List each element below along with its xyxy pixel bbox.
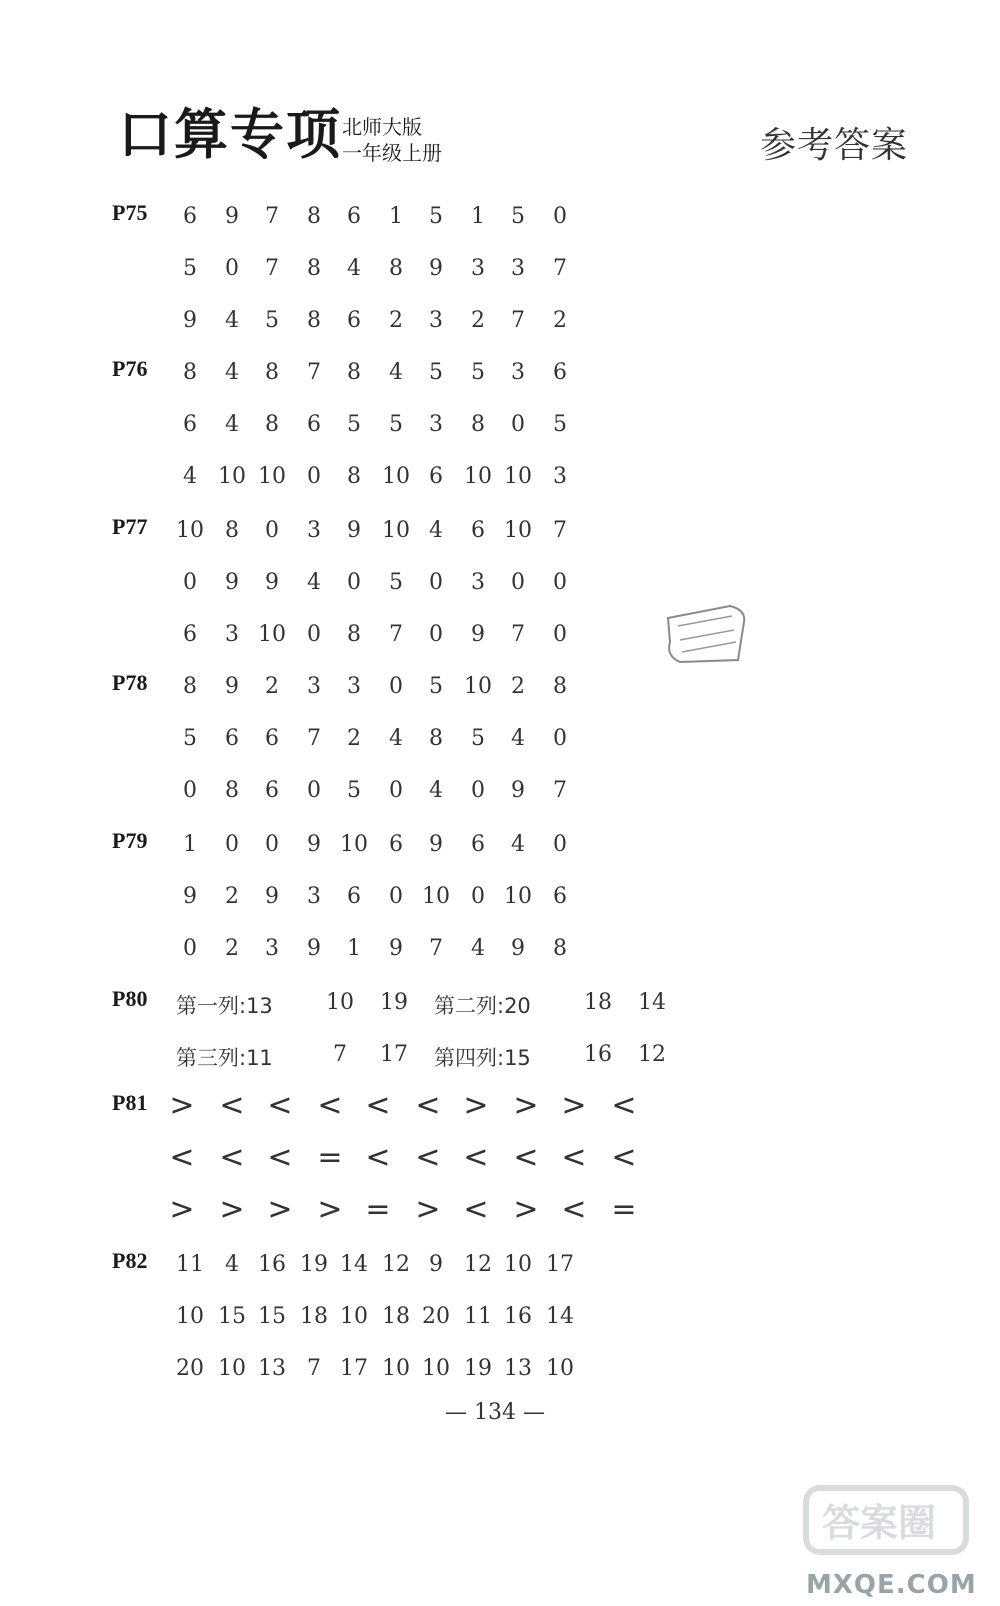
answer-value: 8	[183, 360, 197, 385]
answer-value: 5	[471, 360, 485, 385]
answer-value: 14	[340, 1252, 368, 1277]
svg-text:答案圈: 答案圈	[822, 1501, 937, 1545]
answer-value: 7	[307, 1356, 321, 1381]
answer-value: 12	[638, 1042, 666, 1067]
answer-value: 3	[429, 412, 443, 437]
answer-value: 10	[504, 518, 532, 543]
answer-value: 7	[265, 204, 279, 229]
answer-value: 8	[471, 412, 485, 437]
answer-value: 14	[638, 990, 666, 1015]
answer-value: 9	[307, 832, 321, 857]
answer-value: 4	[225, 360, 239, 385]
answer-value: 0	[471, 884, 485, 909]
answer-value: 3	[307, 518, 321, 543]
answer-value: 20	[422, 1304, 450, 1329]
answer-value: 9	[265, 570, 279, 595]
answer-value: 4	[511, 832, 525, 857]
answer-value: 7	[307, 360, 321, 385]
answer-value: 10	[504, 1252, 532, 1277]
answer-value: 6	[265, 778, 279, 803]
answer-value: <	[267, 1140, 293, 1175]
answer-value: 0	[307, 622, 321, 647]
answer-value: 8	[389, 256, 403, 281]
answer-value: 7	[553, 256, 567, 281]
page-label: P75	[112, 200, 148, 225]
answer-value: 10	[218, 464, 246, 489]
answer-value: 0	[429, 622, 443, 647]
answer-value: 10	[326, 990, 354, 1015]
answer-value: 9	[471, 622, 485, 647]
answer-value: 5	[553, 412, 567, 437]
stamp-icon	[660, 600, 752, 666]
answer-value: 18	[382, 1304, 410, 1329]
answer-value: 10	[340, 1304, 368, 1329]
answer-value: <	[561, 1192, 587, 1227]
answer-value: 第二列:20	[434, 994, 531, 1018]
answer-value: 17	[380, 1042, 408, 1067]
page-label: P80	[112, 986, 148, 1011]
answer-value: 5	[389, 570, 403, 595]
answer-value: >	[561, 1088, 587, 1123]
answer-value: 0	[265, 518, 279, 543]
answer-value: <	[611, 1088, 637, 1123]
book-title: 口算专项	[118, 103, 342, 166]
answer-value: 3	[511, 360, 525, 385]
answer-value: 19	[300, 1252, 328, 1277]
answer-value: <	[463, 1192, 489, 1227]
answer-value: 4	[225, 412, 239, 437]
answer-value: 10	[176, 518, 204, 543]
answer-value: 0	[183, 936, 197, 961]
answer-value: 1	[347, 936, 361, 961]
answer-key-title: 参考答案	[760, 125, 909, 166]
answer-value: 1	[471, 204, 485, 229]
page-number: — 134 —	[445, 1400, 545, 1425]
answer-value: 6	[471, 832, 485, 857]
answer-row	[0, 308, 1000, 348]
answer-value: <	[513, 1140, 539, 1175]
answer-value: 7	[511, 308, 525, 333]
answer-value: 2	[471, 308, 485, 333]
answer-row	[0, 256, 1000, 296]
answer-value: 0	[347, 570, 361, 595]
page-label: P76	[112, 356, 148, 381]
answer-value: 16	[584, 1042, 612, 1067]
page-label: P78	[112, 670, 148, 695]
answer-value: 5	[429, 674, 443, 699]
answer-value: 9	[225, 570, 239, 595]
answer-value: 7	[429, 936, 443, 961]
answer-value: 9	[307, 936, 321, 961]
answer-value: 0	[183, 778, 197, 803]
answer-value: 3	[347, 674, 361, 699]
answer-value: 7	[553, 778, 567, 803]
answer-value: 12	[382, 1252, 410, 1277]
answer-value: 3	[553, 464, 567, 489]
answer-value: 3	[511, 256, 525, 281]
answer-value: 2	[511, 674, 525, 699]
answer-value: <	[267, 1088, 293, 1123]
answer-value: 2	[347, 726, 361, 751]
answer-row	[0, 726, 1000, 766]
answer-row	[0, 1304, 1000, 1344]
answer-value: 4	[429, 778, 443, 803]
answer-value: 3	[265, 936, 279, 961]
answer-value: 13	[504, 1356, 532, 1381]
page-label: P82	[112, 1248, 148, 1273]
answer-value: 6	[471, 518, 485, 543]
answer-value: 5	[471, 726, 485, 751]
answer-value: 8	[347, 464, 361, 489]
answer-value: 15	[218, 1304, 246, 1329]
answer-value: 10	[218, 1356, 246, 1381]
answer-value: =	[611, 1192, 637, 1227]
answer-value: 15	[258, 1304, 286, 1329]
answer-value: 2	[225, 884, 239, 909]
answer-value: 2	[225, 936, 239, 961]
answer-row	[0, 1252, 1000, 1292]
edition-grade: 一年级上册	[342, 141, 442, 165]
answer-value: 8	[265, 360, 279, 385]
answer-row	[0, 1088, 1000, 1134]
answer-value: =	[317, 1140, 343, 1175]
answer-value: 9	[511, 778, 525, 803]
answer-value: 10	[382, 1356, 410, 1381]
answer-value: 18	[300, 1304, 328, 1329]
answer-value: 4	[471, 936, 485, 961]
answer-value: 4	[429, 518, 443, 543]
answer-row	[0, 622, 1000, 662]
answer-value: 8	[307, 256, 321, 281]
answer-value: 8	[347, 360, 361, 385]
answer-value: 第三列:11	[176, 1046, 273, 1070]
answer-value: 4	[347, 256, 361, 281]
answer-value: 7	[511, 622, 525, 647]
answer-value: 0	[265, 832, 279, 857]
answer-row	[0, 204, 1000, 244]
answer-value: 8	[183, 674, 197, 699]
answer-value: 8	[225, 518, 239, 543]
answer-row	[0, 464, 1000, 504]
answer-value: <	[415, 1088, 441, 1123]
answer-value: 第四列:15	[434, 1046, 531, 1070]
answer-value: 6	[225, 726, 239, 751]
answer-value: 0	[553, 832, 567, 857]
answer-value: 0	[225, 832, 239, 857]
answer-value: 8	[347, 622, 361, 647]
answer-value: 10	[382, 518, 410, 543]
answer-value: 第一列:13	[176, 994, 273, 1018]
answer-row	[0, 1356, 1000, 1396]
answer-value: >	[415, 1192, 441, 1227]
answer-value: 5	[511, 204, 525, 229]
answer-row	[0, 884, 1000, 924]
answer-value: 2	[389, 308, 403, 333]
answer-value: 8	[429, 726, 443, 751]
answer-value: 16	[258, 1252, 286, 1277]
answer-value: 10	[382, 464, 410, 489]
answer-value: <	[317, 1088, 343, 1123]
answer-value: <	[611, 1140, 637, 1175]
answer-row	[0, 674, 1000, 714]
answer-row	[0, 518, 1000, 558]
answer-value: 17	[546, 1252, 574, 1277]
answer-value: 7	[333, 1042, 347, 1067]
answer-value: 5	[389, 412, 403, 437]
answer-value: 9	[347, 518, 361, 543]
answer-value: <	[415, 1140, 441, 1175]
answer-value: >	[267, 1192, 293, 1227]
answer-value: 11	[464, 1304, 492, 1329]
answer-value: 8	[225, 778, 239, 803]
answer-value: 0	[225, 256, 239, 281]
answer-value: >	[317, 1192, 343, 1227]
answer-value: 16	[504, 1304, 532, 1329]
answer-value: 9	[183, 308, 197, 333]
answer-value: 6	[265, 726, 279, 751]
answer-value: <	[219, 1140, 245, 1175]
answer-value: 0	[307, 464, 321, 489]
answer-value: 3	[307, 674, 321, 699]
answer-row	[0, 990, 1000, 1030]
answer-value: 0	[183, 570, 197, 595]
answer-value: 13	[258, 1356, 286, 1381]
answer-value: 2	[553, 308, 567, 333]
answer-value: <	[365, 1088, 391, 1123]
answer-value: 6	[347, 204, 361, 229]
answer-row	[0, 1140, 1000, 1186]
answer-row	[0, 1042, 1000, 1082]
answer-row	[0, 360, 1000, 400]
answer-value: 3	[225, 622, 239, 647]
page-label: P77	[112, 514, 148, 539]
answer-value: 7	[265, 256, 279, 281]
answer-value: 5	[183, 726, 197, 751]
answer-value: 10	[464, 674, 492, 699]
watermark-text: MXQE.COM	[806, 1570, 977, 1600]
answer-value: =	[365, 1192, 391, 1227]
answer-value: 0	[511, 570, 525, 595]
answer-value: 5	[265, 308, 279, 333]
answer-value: 4	[225, 1252, 239, 1277]
answer-value: 4	[389, 360, 403, 385]
answer-value: 18	[584, 990, 612, 1015]
answer-value: 4	[225, 308, 239, 333]
answer-value: 10	[422, 884, 450, 909]
answer-value: 5	[429, 360, 443, 385]
answer-value: 10	[258, 622, 286, 647]
answer-value: 7	[307, 726, 321, 751]
answer-value: 10	[464, 464, 492, 489]
answer-value: 0	[389, 778, 403, 803]
answer-value: >	[169, 1088, 195, 1123]
answer-value: 14	[546, 1304, 574, 1329]
answer-value: 10	[340, 832, 368, 857]
answer-value: 0	[307, 778, 321, 803]
answer-value: 5	[183, 256, 197, 281]
answer-value: 6	[183, 204, 197, 229]
answer-value: 0	[553, 204, 567, 229]
answer-value: 3	[471, 570, 485, 595]
answer-value: <	[463, 1140, 489, 1175]
answer-value: 8	[307, 204, 321, 229]
answer-value: 6	[307, 412, 321, 437]
answer-value: 9	[225, 674, 239, 699]
answer-value: >	[219, 1192, 245, 1227]
page-label: P81	[112, 1090, 148, 1115]
answer-value: >	[169, 1192, 195, 1227]
page-label: P79	[112, 828, 148, 853]
answer-value: 0	[553, 726, 567, 751]
answer-value: 10	[422, 1356, 450, 1381]
answer-row	[0, 778, 1000, 818]
answer-value: 0	[389, 674, 403, 699]
answer-value: 2	[265, 674, 279, 699]
answer-value: 0	[553, 622, 567, 647]
answer-row	[0, 936, 1000, 976]
answer-value: 10	[258, 464, 286, 489]
answer-value: 5	[347, 778, 361, 803]
answer-value: 12	[464, 1252, 492, 1277]
answer-value: 0	[553, 570, 567, 595]
answer-value: 20	[176, 1356, 204, 1381]
answer-value: 9	[225, 204, 239, 229]
answer-value: 6	[347, 308, 361, 333]
answer-value: 7	[553, 518, 567, 543]
answer-value: >	[463, 1088, 489, 1123]
answer-value: 4	[307, 570, 321, 595]
answer-value: 17	[340, 1356, 368, 1381]
answer-row	[0, 832, 1000, 872]
answer-value: 8	[553, 936, 567, 961]
answer-value: 8	[265, 412, 279, 437]
answer-value: 6	[553, 360, 567, 385]
answer-value: 9	[429, 1252, 443, 1277]
answer-value: <	[219, 1088, 245, 1123]
answer-value: 6	[183, 622, 197, 647]
answer-value: 10	[504, 884, 532, 909]
answer-value: 5	[347, 412, 361, 437]
answer-value: >	[513, 1088, 539, 1123]
answer-value: 10	[504, 464, 532, 489]
answer-value: 0	[511, 412, 525, 437]
answer-row	[0, 412, 1000, 452]
answer-value: 4	[511, 726, 525, 751]
answer-value: 10	[176, 1304, 204, 1329]
answer-value: 9	[429, 256, 443, 281]
answer-value: >	[513, 1192, 539, 1227]
answer-value: 4	[389, 726, 403, 751]
answer-value: 3	[429, 308, 443, 333]
answer-value: 6	[429, 464, 443, 489]
answer-value: 5	[429, 204, 443, 229]
answer-value: 8	[307, 308, 321, 333]
answer-row	[0, 1192, 1000, 1238]
answer-value: 3	[471, 256, 485, 281]
answer-value: 9	[389, 936, 403, 961]
answer-value: 8	[553, 674, 567, 699]
answer-value: 3	[307, 884, 321, 909]
answer-value: 4	[183, 464, 197, 489]
answer-value: 9	[511, 936, 525, 961]
answer-value: 6	[347, 884, 361, 909]
answer-row	[0, 570, 1000, 610]
answer-value: 0	[389, 884, 403, 909]
answer-value: <	[365, 1140, 391, 1175]
answer-value: 11	[176, 1252, 204, 1277]
answer-value: <	[169, 1140, 195, 1175]
answer-value: 6	[389, 832, 403, 857]
answer-value: 1	[389, 204, 403, 229]
answer-value: 0	[429, 570, 443, 595]
answer-value: 9	[265, 884, 279, 909]
answer-value: 9	[429, 832, 443, 857]
answer-value: 0	[471, 778, 485, 803]
answer-value: 19	[380, 990, 408, 1015]
answer-value: 1	[183, 832, 197, 857]
answer-value: 6	[183, 412, 197, 437]
edition-publisher: 北师大版	[342, 115, 422, 139]
answer-value: 6	[553, 884, 567, 909]
answer-value: 19	[464, 1356, 492, 1381]
answer-value: 9	[183, 884, 197, 909]
answer-value: <	[561, 1140, 587, 1175]
answer-value: 7	[389, 622, 403, 647]
answer-value: 10	[546, 1356, 574, 1381]
